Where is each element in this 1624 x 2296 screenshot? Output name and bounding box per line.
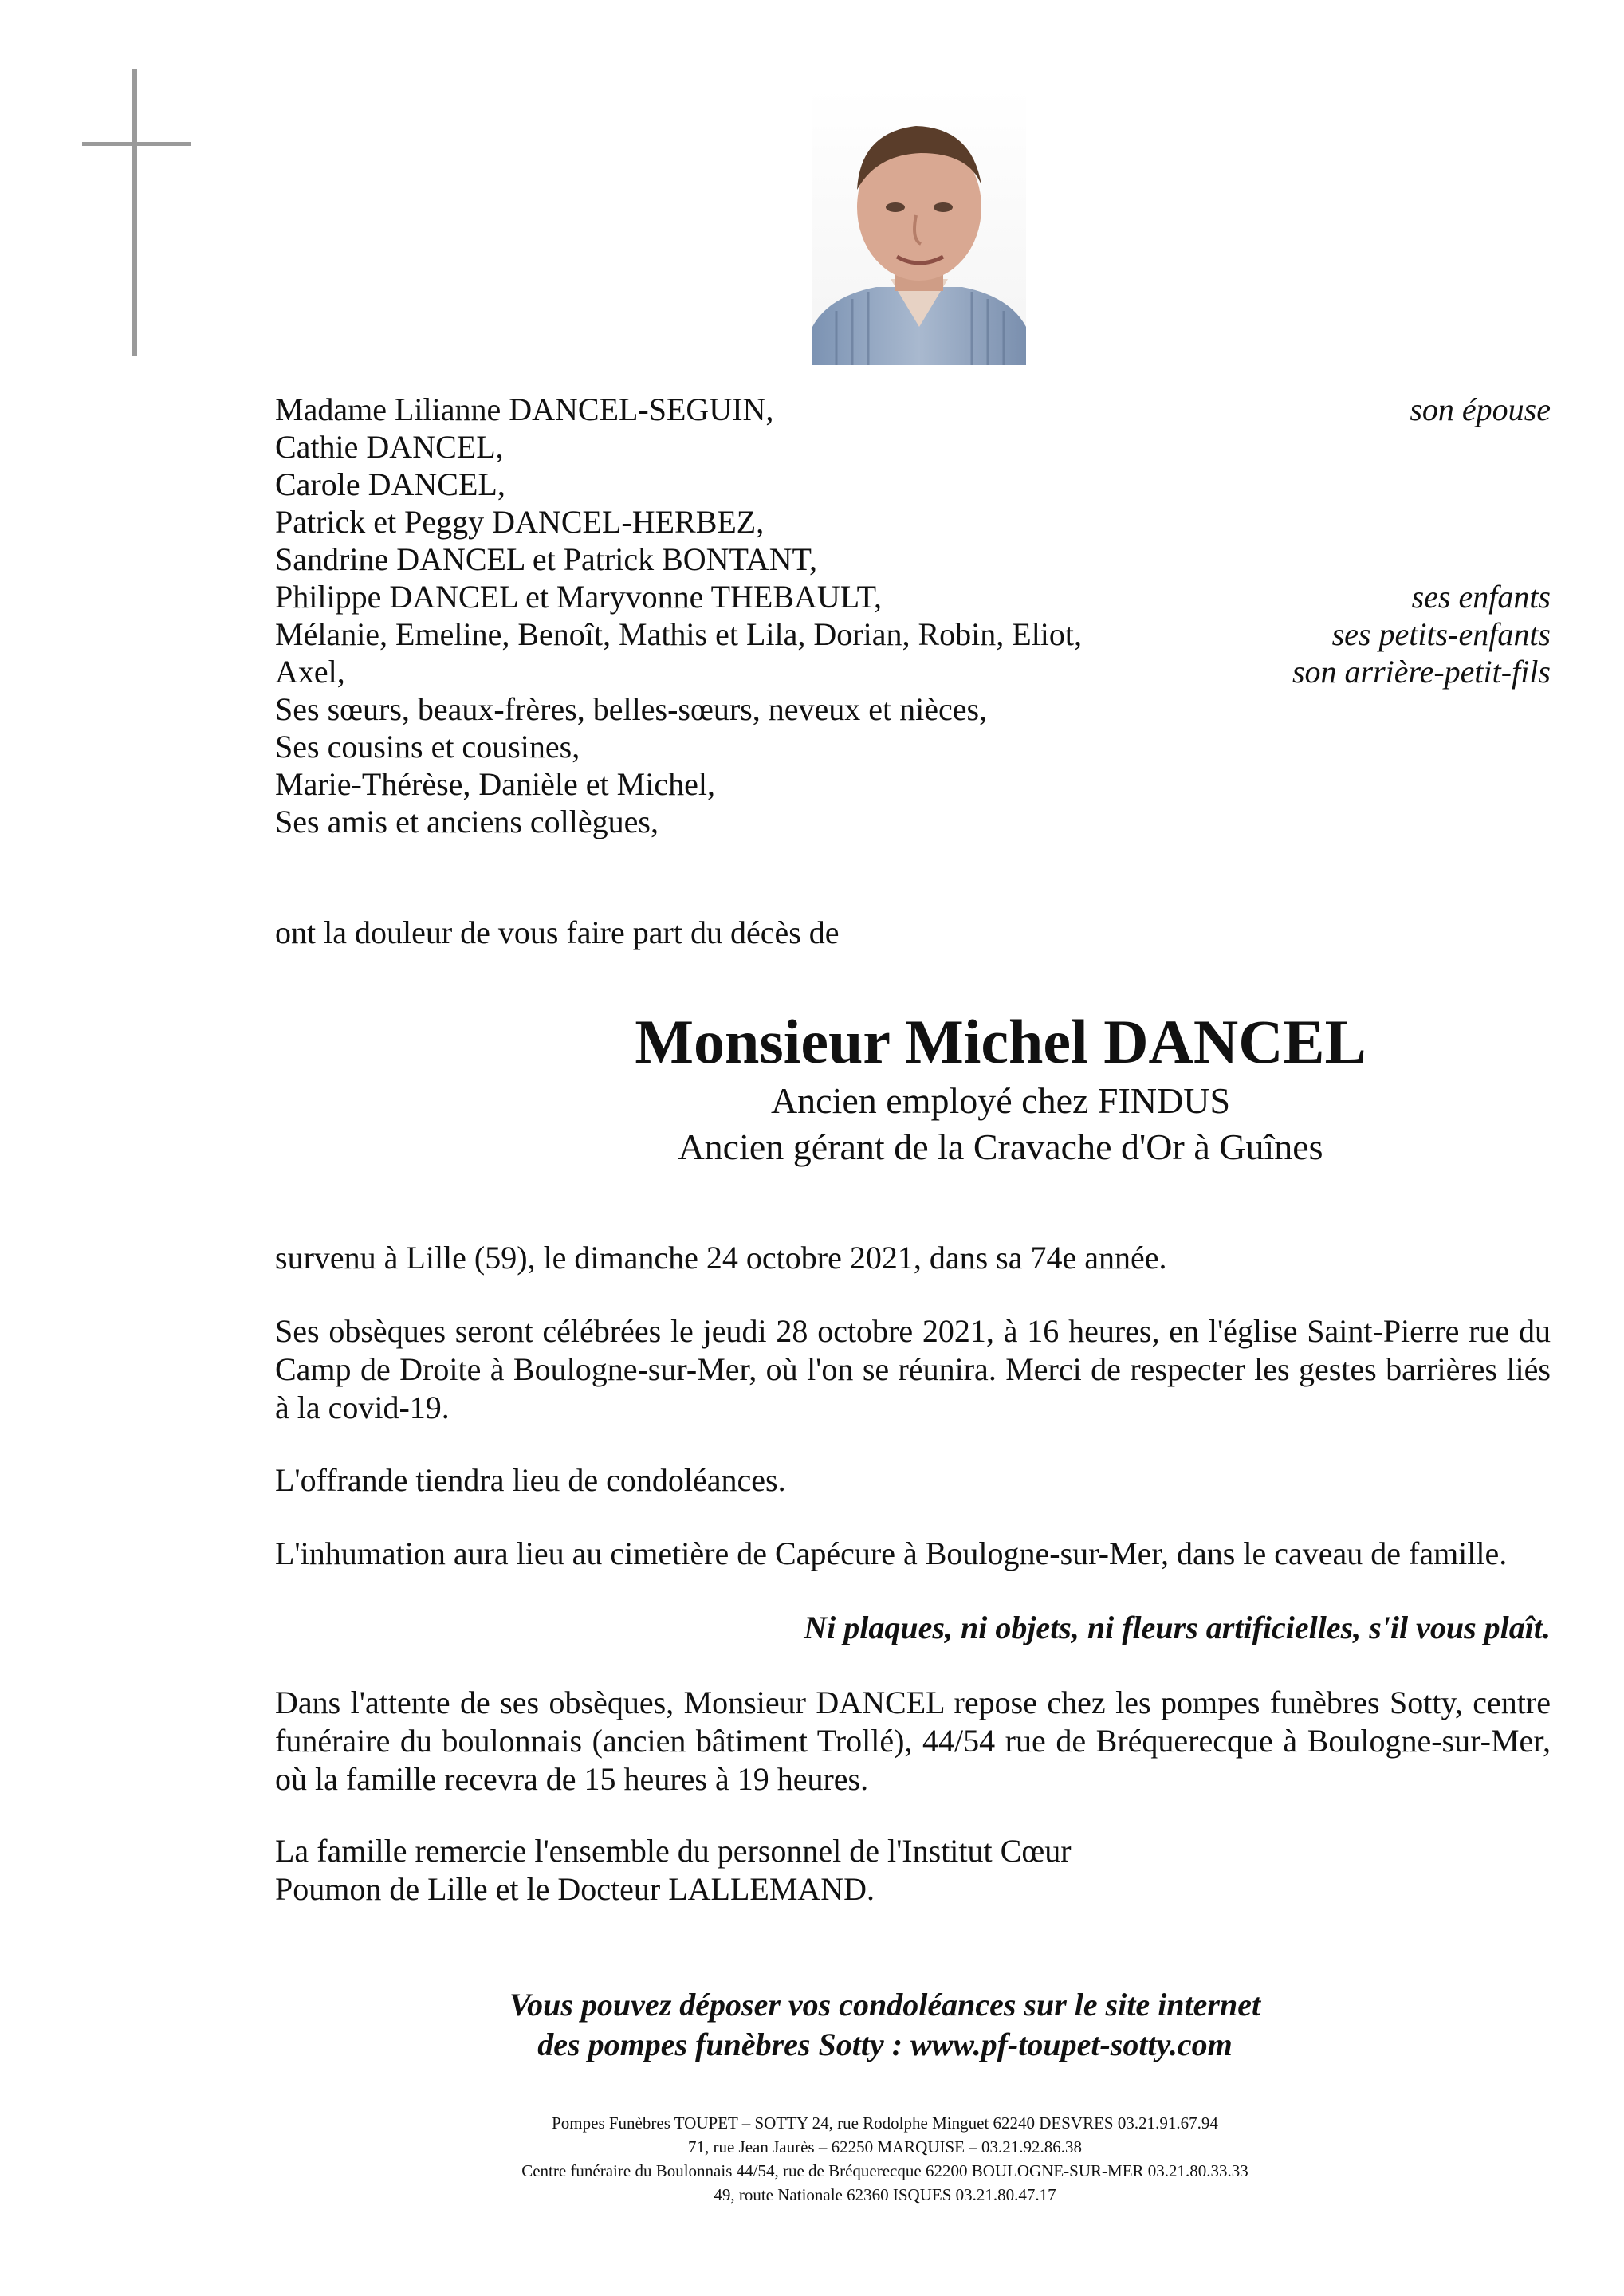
deceased-name: Monsieur Michel DANCEL (635, 1007, 1366, 1076)
footer-line: 49, route Nationale 62360 ISQUES 03.21.80.47.17 (714, 2185, 1056, 2204)
family-relation: ses petits-enfants (1331, 616, 1551, 652)
family-name: Ses sœurs, beaux-frères, belles-sœurs, neveux et nièces, (275, 691, 988, 727)
family-relation: ses enfants (1411, 579, 1551, 615)
cross-icon-horizontal (82, 142, 191, 146)
family-name: Carole DANCEL, (275, 466, 505, 502)
family-relation: son arrière-petit-fils (1292, 654, 1551, 690)
family-row (275, 428, 1551, 466)
footer-line: Pompes Funèbres TOUPET – SOTTY 24, rue Rodolphe Minguet 62240 DESVRES 03.21.91.67.94 (552, 2113, 1218, 2133)
cross-icon-vertical (132, 69, 137, 356)
family-name: Ses cousins et cousines, (275, 729, 580, 765)
family-row (275, 541, 1551, 578)
condolences-line-2: des pompes funèbres Sotty : www.pf-toupet-sotty.com (537, 2027, 1233, 2062)
family-name: Madame Lilianne DANCEL-SEGUIN, (275, 391, 774, 427)
thanks-text: La famille remercie l'ensemble du personnel de l'Institut Cœur Poumon de Lille et le Docteur LALLEMAND. (275, 1833, 1072, 1907)
announcement-text: ont la douleur de vous faire part du décès de (275, 914, 840, 950)
family-row (275, 578, 1551, 615)
family-row (275, 615, 1551, 653)
family-relation: son épouse (1410, 391, 1551, 427)
family-list (275, 391, 1551, 840)
footer-addresses (415, 2111, 1355, 2207)
family-row (275, 690, 1551, 728)
no-flowers-text: Ni plaques, ni objets, ni fleurs artificielles, s'il vous plaît. (804, 1610, 1551, 1645)
deceased-block (275, 1006, 1551, 1170)
family-row (275, 728, 1551, 765)
repose-text: Dans l'attente de ses obsèques, Monsieur DANCEL repose chez les pompes funèbres Sotty, centre funéraire du boulonnais (ancien bâtiment Trollé), 44/54 rue de Bréquerecque à Boulogne-sur-Mer, où la famille recevra de 15 heures à 19 heures. (275, 1685, 1551, 1797)
condolences-line-1: Vous pouvez déposer vos condoléances sur le site internet (509, 1987, 1261, 2023)
family-name: Axel, (275, 654, 345, 690)
family-row (275, 466, 1551, 503)
family-name: Cathie DANCEL, (275, 429, 504, 465)
footer-line: Centre funéraire du Boulonnais 44/54, rue de Bréquerecque 62200 BOULOGNE-SUR-MER 03.21.80.33.33 (521, 2161, 1248, 2180)
funeral-text: Ses obsèques seront célébrées le jeudi 28 octobre 2021, à 16 heures, en l'église Saint-Pierre rue du Camp de Droite à Boulogne-sur-Mer, où l'on se réunira. Merci de respecter les gestes barrières liés à la covid-19. (275, 1313, 1551, 1425)
family-row (275, 803, 1551, 840)
family-row (275, 765, 1551, 803)
family-name: Sandrine DANCEL et Patrick BONTANT, (275, 541, 817, 577)
family-row (275, 653, 1551, 690)
footer-line: 71, rue Jean Jaurès – 62250 MARQUISE – 03.21.92.86.38 (687, 2137, 1083, 2156)
condolences-note (446, 1985, 1323, 2065)
family-name: Patrick et Peggy DANCEL-HERBEZ, (275, 504, 765, 540)
portrait-photo (812, 88, 1026, 365)
family-name: Ses amis et anciens collègues, (275, 804, 659, 839)
family-name: Mélanie, Emeline, Benoît, Mathis et Lila, Dorian, Robin, Eliot, (275, 616, 1083, 652)
burial-text: L'inhumation aura lieu au cimetière de Capécure à Boulogne-sur-Mer, dans le caveau de famille. (275, 1535, 1508, 1571)
family-name: Marie-Thérèse, Danièle et Michel, (275, 766, 715, 802)
death-text: survenu à Lille (59), le dimanche 24 octobre 2021, dans sa 74e année. (275, 1240, 1167, 1276)
offering-text: L'offrande tiendra lieu de condoléances. (275, 1462, 786, 1498)
deceased-title-1: Ancien employé chez FINDUS (770, 1080, 1231, 1121)
family-name: Philippe DANCEL et Maryvonne THEBAULT, (275, 579, 883, 615)
family-row (275, 503, 1551, 541)
family-row (275, 391, 1551, 428)
deceased-title-2: Ancien gérant de la Cravache d'Or à Guînes (678, 1126, 1323, 1167)
